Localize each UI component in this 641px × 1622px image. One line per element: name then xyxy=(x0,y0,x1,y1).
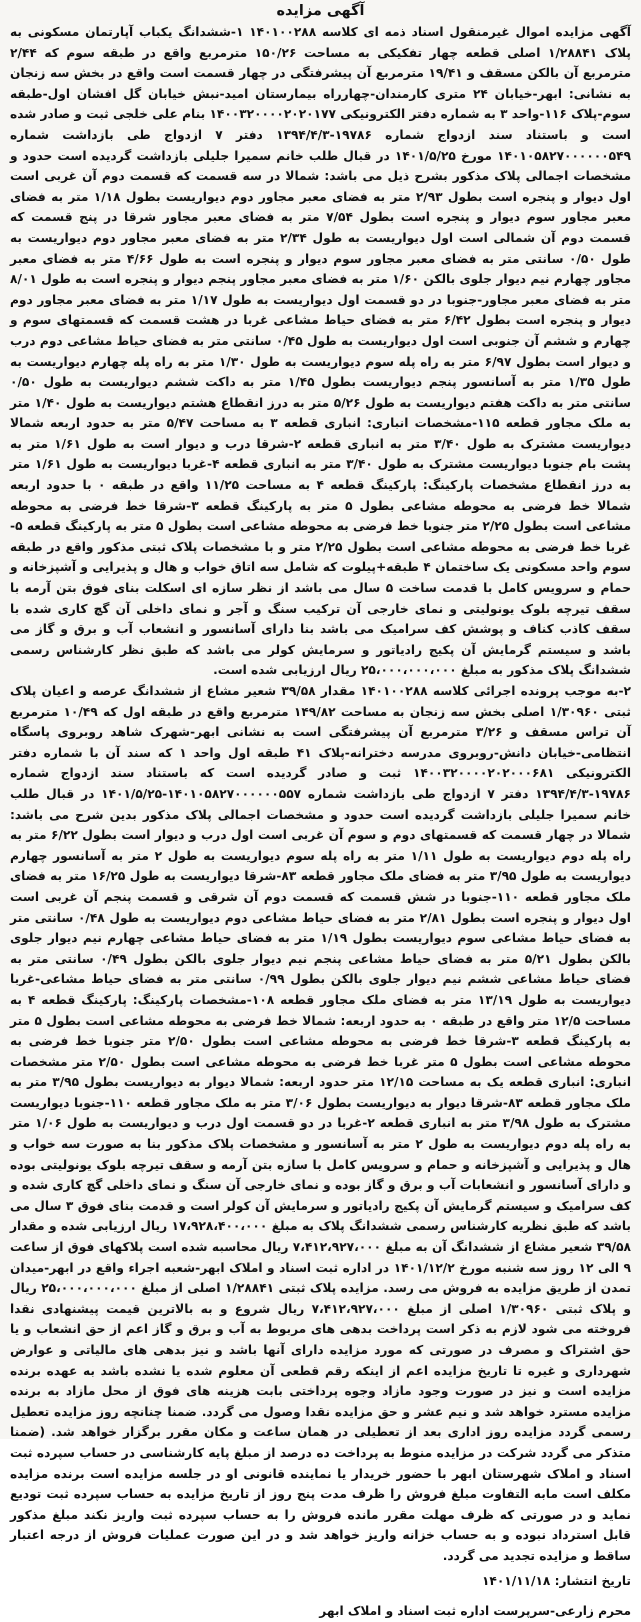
signature-line: محرم زارعی-سرپرست اداره ثبت اسناد و املاک ابهر xyxy=(319,1604,631,1619)
notice-title: آگهی مزایده xyxy=(276,3,365,19)
notice-paragraph-1: آگهی مزایده اموال غیرمنقول اسناد ذمه ای کلاسه ۱۴۰۱۰۰۲۸۸ ۱-ششدانگ یکباب آپارتمان مسکونی به پلاک ۱/۲۸۸۴۱ اصلی قطعه چهار تفکیکی به مساحت ۱۵۰/۲۶ مترمربع واقع در طبقه سوم که ۲/۴۴ مترمربع آن بالکن مسقف و ۱۹/۴۱ مترمربع آن پیشرفتگی در چهار قسمت است واقع در بخش سه زنجان به نشانی: ابهر-خیابان ۲۴ متری کارمندان-چهارراه بیمارستان امید-نبش خیابان گل افشان اول-طبقه سوم-پلاک ۱۱۶-واحد ۳ به شماره دفتر الکترونیکی ۱۴۰۰۳۲۰۰۰۰۲۰۲۰۱۷۷ بنام علی خلجی ثبت و صادر شده است و باستناد سند ازدواج شماره ۱۹۷۸۶-۱۳۹۴/۴/۳ دفتر ۷ ازدواج طی بازداشت شماره ۱۴۰۱۰۵۸۲۷۰۰۰۰۰۰۵۴۹ مورخ ۱۴۰۱/۵/۲۵ در قبال طلب خانم سمیرا جلیلی بازداشت گردیده است حدود و مشخصات اجمالی پلاک مذکور بشرح ذیل می باشد: شمالا در سه قسمت که قسمت دوم آن غربی است اول دیوار و پنجره است بطول ۲/۹۳ متر به فضای معبر مجاور دوم دیواریست بطول ۱/۱۸ متر به فضای معبر مجاور سوم دیوار و پنجره است بطول ۷/۵۴ متر به فضای معبر مجاور شرقا در پنج قسمت که قسمت دوم آن شمالی است اول دیواریست به طول ۲/۳۴ متر به فضای معبر مجاور دوم دیواریست به طول ۰/۵۰ سانتی متر به فضای معبر مجاور سوم دیوار و پنجره است به طول ۴/۶۶ متر به فضای معبر مجاور چهارم نیم دیوار جلوی بالکن ۱/۶۰ متر به فضای معبر مجاور پنجم دیوار و پنجره است به طول ۸/۰۱ متر به فضای معبر مجاور-جنوبا در دو قسمت اول دیواریست به طول ۱/۱۷ متر به فضای معبر مجاور دوم دیوار و پنجره است بطول ۶/۴۲ متر به فضای حیاط مشاعی غربا در هشت قسمت که قسمتهای سوم و چهارم و ششم آن جنوبی است اول دیواریست به طول ۰/۴۵ سانتی متر به فضای حیاط مشاعی دوم درب و دیوار است بطول ۶/۹۷ متر به راه پله سوم دیواریست به طول ۱/۳۰ متر به راه پله چهارم دیواریست به طول ۱/۳۵ متر به آسانسور پنجم دیواریست بطول ۱/۴۵ متر به داکت ششم دیواریست به طول ۰/۵۰ سانتی متر به داکت هفتم دیواریست به طول ۵/۲۶ متر به درز انقطاع هشتم دیواریست به طول ۱/۴۰ متر به ملک مجاور قطعه ۱۱۵-مشخصات انباری: انباری قطعه ۳ به مساحت ۵/۴۷ متر به حدود اربعه شمالا دیواریست مشترک به طول ۳/۴۰ متر به انباری قطعه ۲-شرقا درب و دیوار است به طول ۱/۶۱ متر به پشت بام جنوبا دیواریست مشترک به طول ۳/۴۰ متر به انباری قطعه ۴-غربا دیواریست به طول ۱/۶۱ متر به درز انقطاع مشخصات پارکینگ: پارکینگ قطعه ۴ به مساحت ۱۱/۲۵ واقع در طبقه ۰ با حدود اربعه شمالا خط فرضی به محوطه مشاعی بطول ۵ متر به پارکینگ قطعه ۳-شرقا خط فرضی به محوطه مشاعی است بطول ۲/۲۵ متر جنوبا خط فرضی به محوطه مشاعی است بطول ۵ متر به پارکینگ قطعه ۵-غربا خط فرضی به محوطه مشاعی است بطول ۲/۲۵ متر و با مشخصات پلاک ثبتی مذکور واقع در طبقه سوم واحد مسکونی یک ساختمان ۴ طبقه+پیلوت که شامل سه اتاق خواب و هال و پذیرایی و آشپزخانه و حمام و سرویس کامل با قدمت ساخت ۵ سال می باشد از نظر سازه ای اسکلت بنای فوق بتن آرمه با سقف تیرچه بلوک یونولیتی و نمای خارجی آن ترکیب سنگ و آجر و نمای داخلی آن گچ کاری شده با سقف کاذب کناف و پوشش کف سرامیک می باشد بنا دارای آسانسور و انشعاب آب و برق و گاز می باشد و سیستم گرمایش آن پکیج رادیاتور و سرمایش کولر می باشد که طبق نظر کارشناس رسمی ششدانگ پلاک مذکور به مبلغ ۲۵،۰۰۰،۰۰۰،۰۰۰ ریال ارزیابی شده است. xyxy=(10,25,632,678)
publish-date: تاریخ انتشار: ۱۴۰۱/۱۱/۱۸ xyxy=(481,1573,631,1588)
notice-paragraph-2: ۲-به موجب پرونده اجرائی کلاسه ۱۴۰۱۰۰۲۸۸ مقدار ۳۹/۵۸ شعیر مشاع از ششدانگ عرصه و اعیان پلاک ثبتی ۱/۳۰۹۶۰ اصلی بخش سه زنجان به مساحت ۱۴۹/۸۲ مترمربع واقع در طبقه اول که ۱۰/۴۹ مترمربع آن تراس مسقف و ۳/۲۶ مترمربع آن پیشرفتگی است به نشانی ابهر-شهرک شاهد روبروی پاسگاه انتظامی-خیابان دانش-روبروی مدرسه دخترانه-پلاک ۴۱ طبقه اول واحد ۱ که سند آن با شماره دفتر الکترونیکی ۱۴۰۰۳۲۰۰۰۰۲۰۲۰۰۰۶۸۱ ثبت و صادر گردیده است که باستناد سند ازدواج شماره ۱۹۷۸۶-۱۳۹۴/۴/۳ دفتر ۷ ازدواج طی بازداشت شماره ۱۴۰۱۰۵۸۲۷۰۰۰۰۰۰۵۵۷-۱۴۰۱/۵/۲۵ در قبال طلب خانم سمیرا جلیلی بازداشت گردیده است حدود و مشخصات اجمالی پلاک مذکور بدین شرح می باشد: شمالا در چهار قسمت که قسمتهای دوم و سوم آن غربی است اول درب و دیوار است بطول ۶/۲۲ متر به راه پله دوم دیواریست به طول ۱/۱۱ متر به راه پله سوم دیواریست به طول ۲ متر به آسانسور چهارم دیواریست به طول ۳/۹۵ متر به فضای ملک مجاور قطعه ۸۳-شرقا دیواریست به طول ۱۶/۲۵ متر به فضای ملک مجاور قطعه ۱۱۰-جنوبا در شش قسمت که قسمت دوم آن شرقی و قسمت پنجم آن غربی است اول دیوار و پنجره است بطول ۲/۸۱ متر به فضای حیاط مشاعی دوم دیواریست به طول ۰/۴۸ سانتی متر به فضای حیاط مشاعی سوم دیواریست بطول ۱/۱۹ متر به فضای حیاط مشاعی چهارم نیم دیوار جلوی بالکن بطول ۵/۲۱ متر به فضای حیاط مشاعی پنجم نیم دیوار جلوی بالکن بطول ۰/۴۹ سانتی متر به فضای حیاط مشاعی ششم نیم دیوار جلوی بالکن بطول ۰/۹۹ سانتی متر به فضای حیاط مشاعی-غربا دیواریست به طول ۱۳/۱۹ متر به فضای ملک مجاور قطعه ۱۰۸-مشخصات پارکینگ: پارکینگ قطعه ۴ به مساحت ۱۲/۵ متر واقع در طبقه ۰ به حدود اربعه: شمالا خط فرضی به محوطه مشاعی است بطول ۵ متر به پارکینگ قطعه ۳-شرقا خط فرضی به محوطه مشاعی است بطول ۲/۵۰ متر جنوبا خط فرضی به محوطه مشاعی است بطول ۵ متر غربا خط فرضی به محوطه مشاعی است بطول ۲/۵۰ متر مشخصات انباری: انباری قطعه یک به مساحت ۱۲/۱۵ متر حدود اربعه: شمالا دیوار به دیواریست بطول ۳/۹۵ متر به ملک مجاور قطعه ۸۳-شرقا دیوار به دیواریست بطول ۳/۰۶ متر به ملک مجاور قطعه ۱۱۰-جنوبا دیواریست مشترک به طول ۳/۹۸ متر به انباری قطعه ۲-غربا در دو قسمت اول درب و دیواریست به طول ۱/۰۶ متر به راه پله دوم دیواریست به طول ۲ متر به آسانسور و مشخصات پلاک مذکور بنا به صورت سه خواب و هال و پذیرایی و آشپزخانه و حمام و سرویس کامل با سازه بتن آرمه و سقف تیرچه بلوک یونولیتی بوده و دارای آسانسور و انشعابات آب و برق و گاز بوده و نمای خارجی آن سنگ و نمای داخلی گچ کاری شده و کف سرامیک و سیستم گرمایش آن پکیج رادیاتور و سرمایش آن کولر است و قدمت بنای فوق ۳ سال می باشد که طبق نظریه کارشناس رسمی ششدانگ پلاک به مبلغ ۱۷،۹۲۸،۴۰۰،۰۰۰ ریال ارزیابی شده و مقدار ۳۹/۵۸ شعیر مشاع از ششدانگ آن به مبلغ ۷،۴۱۲،۹۲۷،۰۰۰ ریال محاسبه شده است پلاکهای فوق از ساعت ۹ الی ۱۲ روز سه شنبه مورخ ۱۴۰۱/۱۲/۲ در اداره ثبت اسناد و املاک ابهر-شعبه اجراء واقع در ابهر-میدان تمدن از طریق مزایده به فروش می رسد. مزایده پلاک ثبتی ۱/۲۸۸۴۱ اصلی از مبلغ ۲۵،۰۰۰،۰۰۰،۰۰۰ ریال و پلاک ثبتی ۱/۳۰۹۶۰ اصلی از مبلغ ۷،۴۱۲،۹۲۷،۰۰۰ ریال شروع و به بالاترین قیمت پیشنهادی نقدا فروخته می شود لازم به ذکر است پرداخت بدهی های مربوط به آب و برق و گاز اعم از حق انشعاب و یا حق اشتراک و مصرف در صورتی که مورد مزایده دارای آنها باشد و نیز بدهی های مالیاتی و عوارض شهرداری و غیره تا تاریخ مزایده اعم از اینکه رقم قطعی آن معلوم شده یا نشده باشد به عهده برنده مزایده است و نیز در صورت وجود مازاد وجوه پرداختی بابت هزینه های فوق از محل مازاد به برنده مزایده مسترد خواهد شد و نیم عشر و حق مزایده نقدا وصول می گردد. ضمنا چنانچه روز مزایده تعطیل رسمی گردد مزایده روز اداری بعد از تعطیلی در همان ساعت و مکان مقرر برگزار خواهد شد. (ضمنا متذکر می گردد شرکت در مزایده منوط به پرداخت ده درصد از مبلغ پایه کارشناسی در حساب سپرده ثبت اسناد و املاک شهرستان ابهر با حضور خریدار یا نماینده قانونی او در جلسه مزایده است برنده مزایده مکلف است مابه التفاوت مبلغ فروش را ظرف مدت پنج روز از تاریخ مزایده به حساب سپرده ثبت تودیع نماید و در صورتی که ظرف مهلت مقرر مانده فروش را به حساب سپرده ثبت واریز نکند مبلغ مذکور قابل استرداد نبوده و به حساب خزانه واریز خواهد شد و در این صورت عملیات فروش از درجه اعتبار ساقط و مزایده تجدید می گردد. xyxy=(10,684,632,1563)
